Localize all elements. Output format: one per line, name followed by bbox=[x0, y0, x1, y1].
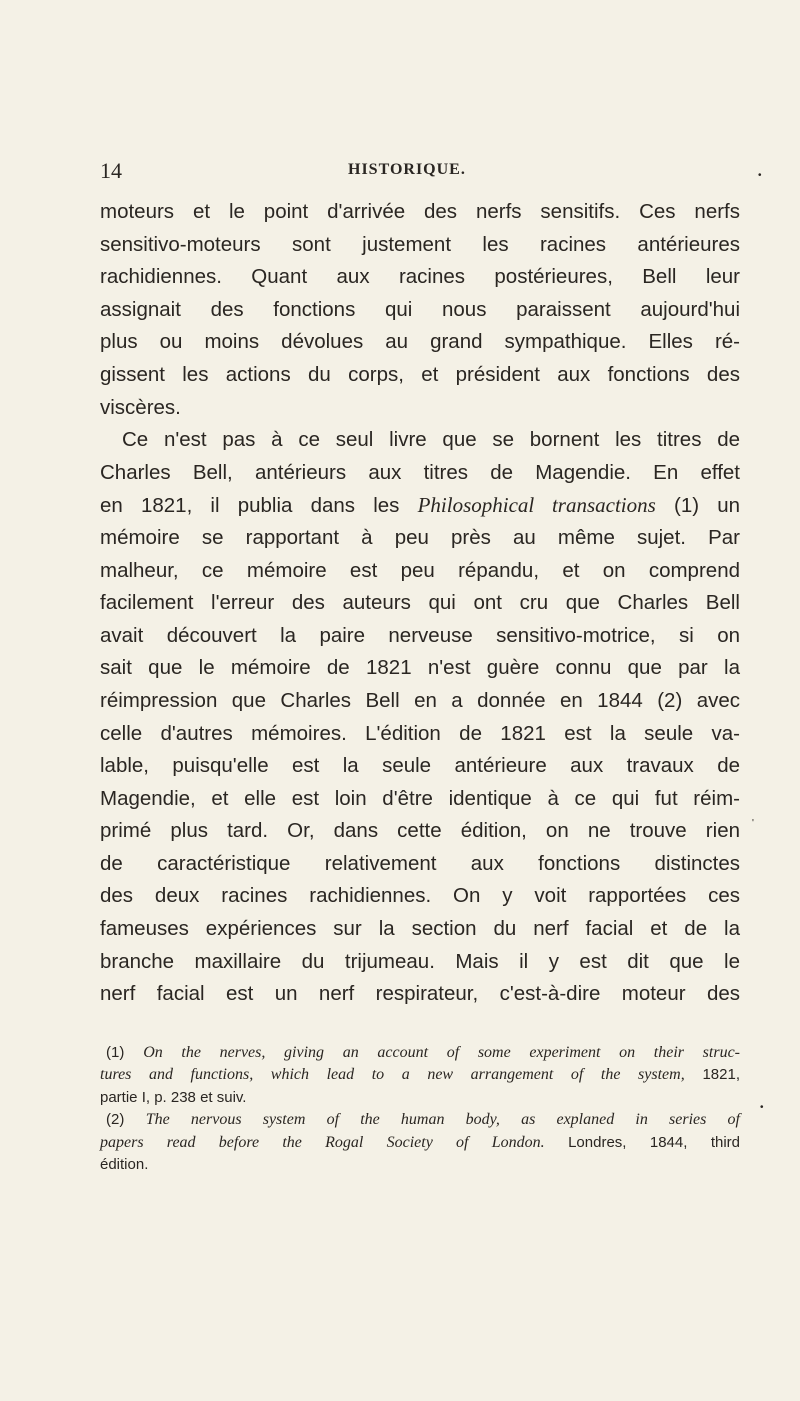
cited-title: The nervous system of the human body, as explaned in series of bbox=[145, 1111, 740, 1129]
text-line: facilement l'erreur des auteurs qui ont cru que Charles Bell bbox=[100, 591, 740, 615]
body-text bbox=[100, 196, 740, 1011]
text-line: avait découvert la paire nerveuse sensitivo-motrice, si on bbox=[100, 623, 740, 647]
footnote-line bbox=[100, 1042, 740, 1064]
text-line: moteurs et le point d'arrivée des nerfs sensitifs. Ces nerfs bbox=[100, 200, 740, 223]
text-line: gissent les actions du corps, et président aux fonctions des bbox=[100, 362, 740, 386]
footnote-line bbox=[100, 1064, 740, 1086]
margin-mark: • bbox=[758, 170, 762, 181]
text-line: lable, puisqu'elle est la seule antérieure aux travaux de bbox=[100, 754, 740, 778]
footnote-line: partie I, p. 238 et suiv. bbox=[100, 1088, 247, 1106]
margin-mark: ' bbox=[752, 818, 754, 829]
text-line: primé plus tard. Or, dans cette édition, on ne trouve rien bbox=[100, 819, 740, 843]
text-line: malheur, ce mémoire est peu répandu, et on comprend bbox=[100, 558, 740, 582]
running-title: HISTORIQUE. bbox=[348, 161, 466, 178]
text-line: rachidiennes. Quant aux racines postérieures, Bell leur bbox=[100, 265, 740, 289]
margin-mark: • bbox=[760, 1102, 764, 1113]
text-line: réimpression que Charles Bell en a donnée en 1844 (2) avec bbox=[100, 688, 740, 712]
paragraph-2 bbox=[100, 424, 740, 1011]
text-fragment: Londres, 1844, third bbox=[544, 1133, 741, 1151]
footnote-marker: (1) bbox=[106, 1044, 125, 1061]
text-line: des deux racines rachidiennes. On y voit rapportées ces bbox=[100, 884, 740, 908]
cited-title: Philosophical transactions bbox=[417, 493, 656, 518]
cited-title: On the nerves, giving an account of some experiment on their struc- bbox=[143, 1044, 741, 1061]
text-fragment: en 1821, il publia dans les bbox=[100, 494, 418, 518]
cited-title: papers read before the Rogal Society of London. bbox=[100, 1133, 545, 1151]
text-line: de caractéristique relativement aux fonctions distinctes bbox=[100, 851, 740, 875]
text-line: assignait des fonctions qui nous paraissent aujourd'hui bbox=[100, 297, 740, 321]
text-line: mémoire se rapportant à peu près au même sujet. Par bbox=[100, 525, 740, 549]
text-line: Charles Bell, antérieurs aux titres de Magendie. En effet bbox=[100, 460, 740, 484]
text-fragment: (1) un bbox=[655, 494, 741, 518]
text-line: sensitivo-moteurs sont justement les racines antérieures bbox=[100, 232, 740, 256]
footnote-line bbox=[100, 1132, 740, 1154]
running-head bbox=[100, 158, 740, 186]
text-line: fameuses expériences sur la section du nerf facial et de la bbox=[100, 917, 740, 941]
text-line: plus ou moins dévolues au grand sympathique. Elles ré- bbox=[100, 330, 740, 354]
footnote-line: édition. bbox=[100, 1155, 149, 1173]
text-line: Ce n'est pas à ce seul livre que se bornent les titres de bbox=[122, 428, 740, 452]
cited-title: tures and functions, which lead to a new arrangement of the system, bbox=[100, 1066, 685, 1084]
page-number: 14 bbox=[100, 158, 122, 183]
footnotes bbox=[100, 1042, 740, 1176]
paragraph-1 bbox=[100, 196, 740, 424]
text-line: branche maxillaire du trijumeau. Mais il y est dit que le bbox=[100, 949, 740, 973]
footnote-1 bbox=[100, 1042, 740, 1109]
text-line-with-title bbox=[100, 489, 740, 522]
footnote-line bbox=[100, 1109, 740, 1131]
text-line: Magendie, et elle est loin d'être identique à ce qui fut réim- bbox=[100, 786, 740, 810]
text-line: nerf facial est un nerf respirateur, c'est-à-dire moteur des bbox=[100, 982, 740, 1006]
text-line: celle d'autres mémoires. L'édition de 1821 est la seule va- bbox=[100, 721, 740, 745]
text-line: sait que le mémoire de 1821 n'est guère connu que par la bbox=[100, 656, 740, 680]
footnote-marker: (2) bbox=[106, 1111, 125, 1129]
text-line: viscères. bbox=[100, 395, 181, 419]
footnote-2 bbox=[100, 1109, 740, 1176]
text-fragment: 1821, bbox=[684, 1066, 740, 1084]
